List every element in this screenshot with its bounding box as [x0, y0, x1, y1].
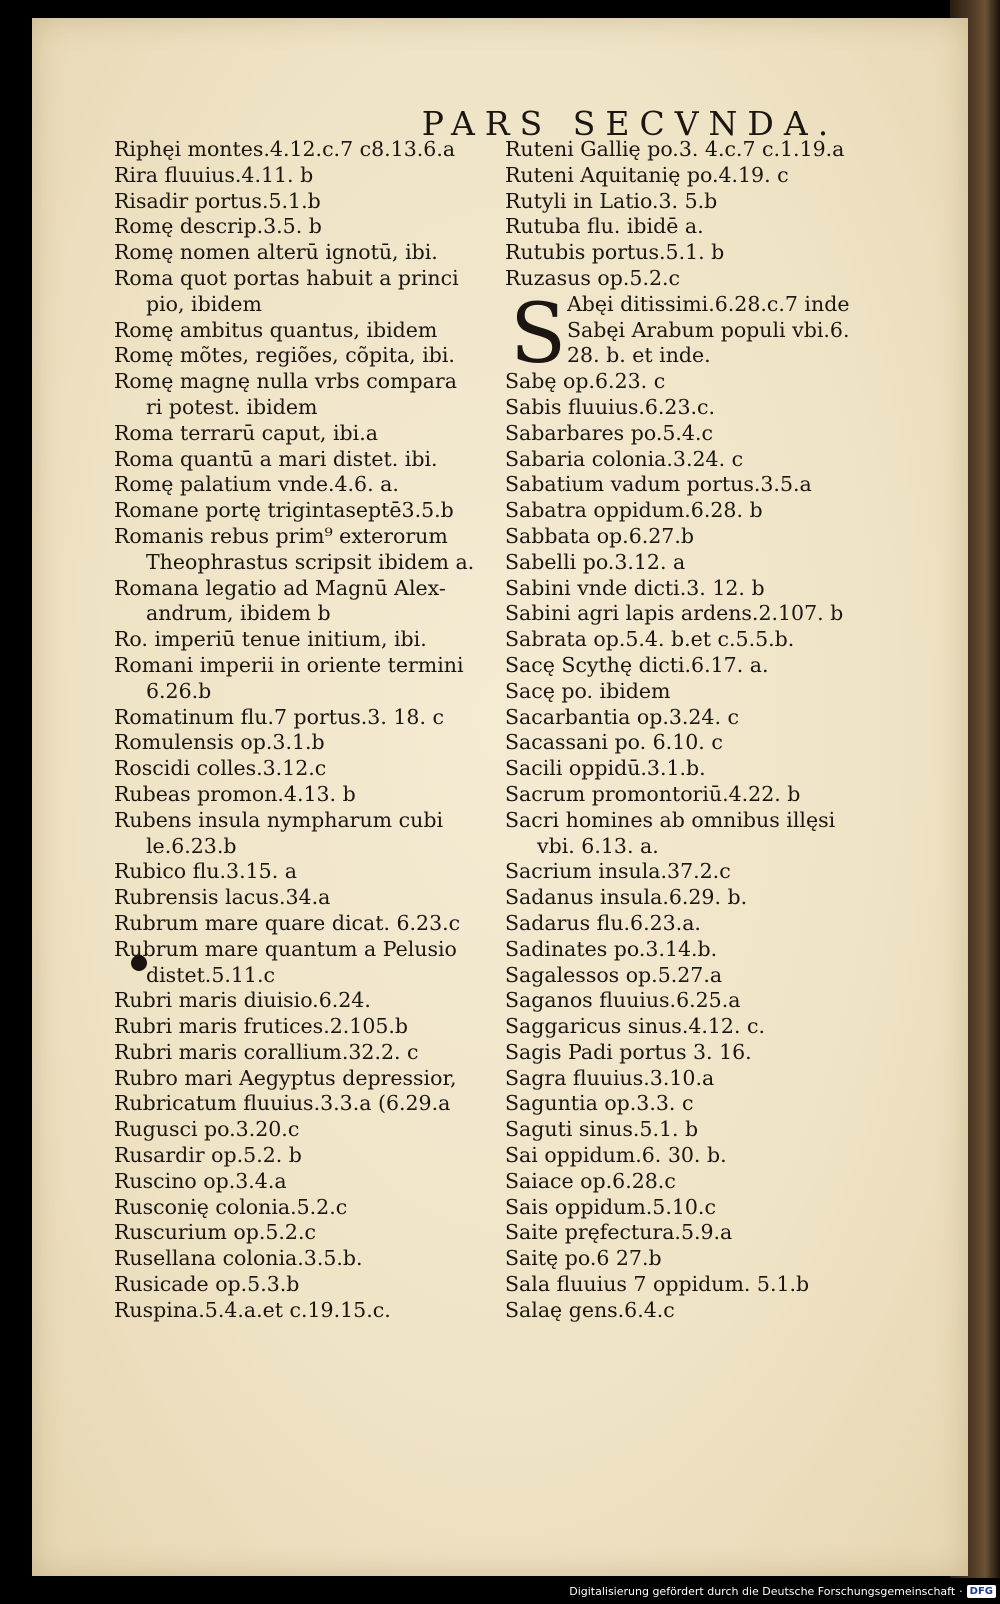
- index-entry: Rusardir op.5.2. b: [114, 1143, 302, 1168]
- index-entry: Roma quantū a mari distet. ibi.: [114, 446, 438, 471]
- index-entry: Sacarbantia op.3.24. c: [505, 704, 739, 729]
- index-entry: Rubeas promon.4.13. b: [114, 781, 356, 806]
- index-entry: andrum, ibidem b: [146, 601, 331, 626]
- index-entry: Rubico flu.3.15. a: [114, 859, 297, 884]
- index-entry: Sabis fluuius.6.23.c.: [505, 394, 716, 419]
- index-entry: Saguntia op.3.3. c: [505, 1091, 694, 1116]
- index-entry: Sagis Padi portus 3. 16.: [505, 1039, 752, 1064]
- index-entry: Ruteni Gallię po.3. 4.c.7 c.1.19.a: [505, 137, 845, 161]
- index-entry: Theophrastus scripsit ibidem a.: [146, 549, 475, 574]
- index-entry: Sacassani po. 6.10. c: [505, 730, 723, 755]
- index-entry: Sabini agri lapis ardens.2.107. b: [505, 601, 844, 626]
- index-entry: Saganos fluuius.6.25.a: [505, 988, 741, 1013]
- index-entry: Romę mõtes, regiões, cõpita, ibi.: [114, 343, 455, 368]
- index-entry: Ruscurium op.5.2.c: [114, 1220, 316, 1245]
- index-entry: Risadir portus.5.1.b: [114, 188, 321, 213]
- index-entry: Sadinates po.3.14.b.: [505, 936, 718, 961]
- index-entry: Sabrata op.5.4. b.et c.5.5.b.: [505, 627, 795, 652]
- index-entry: Rutyli in Latio.3. 5.b: [505, 188, 718, 213]
- index-entry: Saitę po.6 27.b: [505, 1246, 662, 1271]
- index-entry: Rusconię colonia.5.2.c: [114, 1194, 348, 1219]
- index-entry: Ro. imperiū tenue initium, ibi.: [114, 627, 427, 652]
- index-entry: Rubens insula nympharum cubi: [114, 807, 444, 832]
- index-entry: Rubri maris diuisio.6.24.: [114, 988, 371, 1013]
- index-entry: Sacrum promontoriū.4.22. b: [505, 781, 801, 806]
- index-entry: Riphęi montes.4.12.c.7 c8.13.6.a: [114, 137, 456, 161]
- index-entry: Romę descrip.3.5. b: [114, 214, 322, 239]
- index-entry: Rubrum mare quare dicat. 6.23.c: [114, 910, 461, 935]
- index-entry: le.6.23.b: [146, 833, 237, 858]
- index-column-left: [114, 137, 509, 1324]
- index-entry: Sacili oppidū.3.1.b.: [505, 756, 706, 781]
- index-entry: Sadanus insula.6.29. b.: [505, 885, 748, 910]
- index-entry: Rubro mari Aegyptus depressior,: [114, 1065, 457, 1090]
- index-entry: Ruscino op.3.4.a: [114, 1168, 287, 1193]
- index-entry: Romana legatio ad Magnū Alex-: [114, 575, 446, 600]
- index-entry: Romę palatium vnde.4.6. a.: [114, 472, 399, 497]
- index-entry: Sabelli po.3.12. a: [505, 549, 686, 574]
- index-entry: Rubri maris corallium.32.2. c: [114, 1039, 419, 1064]
- index-entry: Rusicade op.5.3.b: [114, 1272, 300, 1297]
- index-entry: pio, ibidem: [146, 291, 262, 316]
- index-entry: Rubrum mare quantum a Pelusio: [114, 936, 457, 961]
- index-entry: vbi. 6.13. a.: [537, 833, 659, 858]
- index-entry: 6.26.b: [146, 678, 212, 703]
- index-entry: Sabbata op.6.27.b: [505, 523, 694, 548]
- index-entry: Sabęi Arabum populi vbi.6.: [567, 317, 850, 342]
- index-entry: Ruzasus op.5.2.c: [505, 265, 681, 290]
- index-entry: distet.5.11.c: [146, 962, 275, 987]
- index-entry: Romanis rebus prim⁹ exterorum: [114, 523, 448, 548]
- index-entry: Rira fluuius.4.11. b: [114, 162, 314, 187]
- index-entry: Sabatium vadum portus.3.5.a: [505, 472, 812, 497]
- index-entry: Roma quot portas habuit a princi: [114, 265, 459, 290]
- running-head: PARS SECVNDA.: [421, 104, 839, 143]
- index-entry: Romatinum flu.7 portus.3. 18. c: [114, 704, 444, 729]
- footer-credit: Digitalisierung gefördert durch die Deutsche Forschungsgemeinschaft: [569, 1584, 956, 1598]
- index-entry: Rubri maris frutices.2.105.b: [114, 1014, 409, 1039]
- index-entry: Sai oppidum.6. 30. b.: [505, 1143, 727, 1168]
- index-entry: Abęi ditissimi.6.28.c.7 inde: [567, 291, 850, 316]
- index-entry: Rubrensis lacus.34.a: [114, 885, 331, 910]
- index-entry: Saite pręfectura.5.9.a: [505, 1220, 733, 1245]
- index-entry: Sabarbares po.5.4.c: [505, 420, 713, 445]
- index-entry: Romę ambitus quantus, ibidem: [114, 317, 438, 342]
- index-entry: Rugusci po.3.20.c: [114, 1117, 300, 1142]
- index-entry: Saguti sinus.5.1. b: [505, 1117, 699, 1142]
- index-entry: Ruspina.5.4.a.et c.19.15.c.: [114, 1297, 391, 1322]
- index-entry: Saggaricus sinus.4.12. c.: [505, 1014, 766, 1039]
- index-entry: Sabaria colonia.3.24. c: [505, 446, 744, 471]
- index-entry: 28. b. et inde.: [567, 343, 711, 368]
- index-entry: Sala fluuius 7 oppidum. 5.1.b: [505, 1272, 810, 1297]
- index-entry: Rutuba flu. ibidē a.: [505, 214, 704, 239]
- index-entry: Sabini vnde dicti.3. 12. b: [505, 575, 765, 600]
- index-entry: Rutubis portus.5.1. b: [505, 240, 725, 265]
- decorated-initial: S: [510, 287, 567, 382]
- index-entry: Sabę op.6.23. c: [505, 369, 666, 394]
- index-entry: Sacę po. ibidem: [505, 678, 671, 703]
- index-column-right: [505, 137, 920, 1324]
- index-entry: Roscidi colles.3.12.c: [114, 756, 327, 781]
- index-entry: Sacrium insula.37.2.c: [505, 859, 731, 884]
- index-entry: Sacri homines ab omnibus illęsi: [505, 807, 836, 832]
- index-entry: Saiace op.6.28.c: [505, 1168, 676, 1193]
- index-entry: Sacę Scythę dicti.6.17. a.: [505, 652, 769, 677]
- index-entry: Salaę gens.6.4.c: [505, 1297, 675, 1322]
- index-entry: Sagalessos op.5.27.a: [505, 962, 723, 987]
- index-entry: Roma terrarū caput, ibi.a: [114, 420, 378, 445]
- index-entry: Romane portę trigintaseptē3.5.b: [114, 498, 454, 523]
- index-entry: Romani imperii in oriente termini: [114, 652, 464, 677]
- index-entry: Rusellana colonia.3.5.b.: [114, 1246, 363, 1271]
- index-entry: ri potest. ibidem: [146, 394, 318, 419]
- index-entry: Romę magnę nulla vrbs compara: [114, 369, 457, 394]
- dfg-logo: DFG: [967, 1585, 996, 1598]
- index-entry: Sagra fluuius.3.10.a: [505, 1065, 715, 1090]
- index-entry: Romę nomen alterū ignotū, ibi.: [114, 240, 438, 265]
- index-entry: Romulensis op.3.1.b: [114, 730, 325, 755]
- index-entry: Sabatra oppidum.6.28. b: [505, 498, 763, 523]
- index-entry: Rubricatum fluuius.3.3.a (6.29.a: [114, 1091, 451, 1116]
- digitization-footer: Digitalisierung gefördert durch die Deutsche Forschungsgemeinschaft · DFG: [0, 1578, 1000, 1604]
- index-entry: Sais oppidum.5.10.c: [505, 1194, 716, 1219]
- index-entry: Sadarus flu.6.23.a.: [505, 910, 701, 935]
- index-entry: Ruteni Aquitanię po.4.19. c: [505, 162, 789, 187]
